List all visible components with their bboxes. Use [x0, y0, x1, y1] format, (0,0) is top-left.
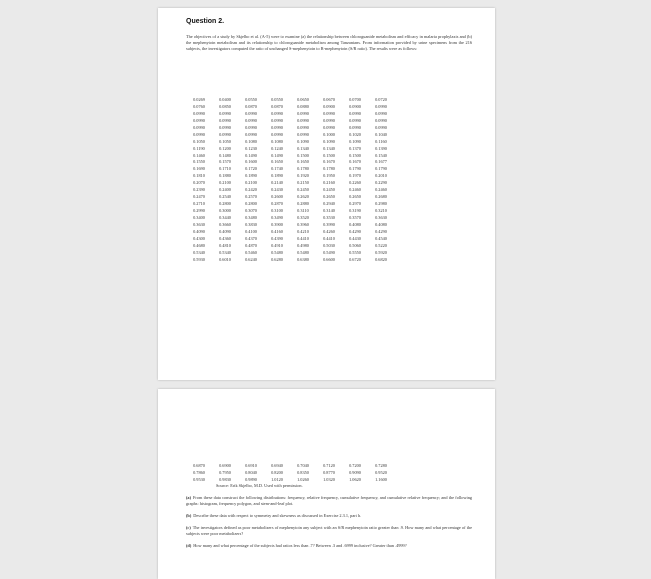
table-cell: 0.4090 — [193, 228, 205, 234]
table-cell: 0.6280 — [271, 256, 283, 262]
table-cell: 0.1670 — [349, 159, 361, 165]
table-cell: 0.1570 — [219, 159, 231, 165]
table-cell: 0.5930 — [193, 256, 205, 262]
table-cell: 0.5340 — [219, 249, 231, 255]
table-row — [186, 194, 472, 201]
table-cell: 0.4910 — [271, 242, 283, 248]
table-cell: 0.0870 — [271, 103, 283, 109]
table-cell: 0.1600 — [245, 159, 257, 165]
table-cell: 0.1540 — [375, 152, 387, 158]
table-cell: 0.1650 — [297, 159, 309, 165]
table-cell: 0.5920 — [375, 249, 387, 255]
table-cell: 0.1710 — [219, 166, 231, 172]
table-cell: 0.2460 — [349, 187, 361, 193]
table-cell: 0.2800 — [219, 201, 231, 207]
table-cell: 0.3630 — [193, 221, 205, 227]
table-cell: 0.4810 — [219, 242, 231, 248]
table-cell: 0.0850 — [219, 103, 231, 109]
table-cell: 0.8040 — [245, 469, 257, 475]
question-part-c — [186, 525, 472, 537]
table-cell: 0.4090 — [219, 228, 231, 234]
table-cell: 0.0990 — [271, 110, 283, 116]
table-cell: 0.3520 — [297, 214, 309, 220]
table-cell: 0.1160 — [375, 138, 387, 144]
table-cell: 0.2420 — [245, 187, 257, 193]
table-cell: 0.0990 — [219, 110, 231, 116]
table-cell: 0.1500 — [297, 152, 309, 158]
table-cell: 0.0700 — [349, 97, 361, 102]
question-title: Question 2. — [186, 18, 225, 25]
table-cell: 0.0990 — [375, 110, 387, 116]
table-cell: 0.4870 — [245, 242, 257, 248]
table-cell: 0.2100 — [245, 180, 257, 186]
table-cell: 0.1340 — [297, 145, 309, 151]
table-cell: 0.1690 — [193, 166, 205, 172]
table-row — [186, 208, 472, 215]
table-cell: 0.1390 — [375, 145, 387, 151]
table-cell: 0.0990 — [245, 110, 257, 116]
table-cell: 0.4260 — [323, 228, 335, 234]
table-cell: 0.8770 — [323, 469, 335, 475]
table-cell: 1.0120 — [271, 476, 283, 482]
table-cell: 0.2390 — [193, 187, 205, 193]
table-cell: 0.5490 — [323, 249, 335, 255]
table-cell: 0.4680 — [193, 242, 205, 248]
table-cell: 0.8350 — [297, 469, 309, 475]
table-cell: 0.6010 — [219, 256, 231, 262]
table-source: Source: Erik Skjelbo, M.D. Used with permission. — [216, 483, 303, 488]
table-row — [186, 187, 472, 194]
table-cell: 0.5480 — [271, 249, 283, 255]
question-part-b — [186, 513, 472, 519]
table-cell: 0.1670 — [323, 159, 335, 165]
table-cell: 0.0650 — [297, 97, 309, 102]
table-cell: 0.4980 — [297, 242, 309, 248]
table-cell: 1.1600 — [375, 476, 387, 482]
table-cell: 0.3140 — [323, 208, 335, 213]
table-cell: 0.0990 — [375, 124, 387, 130]
table-cell: 0.1780 — [323, 166, 335, 172]
table-cell: 0.1740 — [271, 166, 283, 172]
table-cell: 0.2940 — [323, 201, 335, 207]
table-cell: 0.3000 — [219, 208, 231, 213]
table-cell: 0.4080 — [375, 221, 387, 227]
table-cell: 0.1790 — [349, 166, 361, 172]
table-cell: 0.1500 — [323, 152, 335, 158]
table-row — [186, 222, 472, 229]
table-cell: 0.2600 — [271, 194, 283, 200]
table-cell: 0.1950 — [323, 173, 335, 179]
table-cell: 0.0990 — [245, 131, 257, 137]
table-cell: 0.1340 — [323, 145, 335, 151]
table-cell: 0.2620 — [297, 194, 309, 200]
table-row — [186, 132, 472, 139]
table-row — [186, 125, 472, 132]
table-cell: 0.3400 — [193, 214, 205, 220]
table-cell: 0.0990 — [193, 124, 205, 130]
table-cell: 0.9090 — [349, 469, 361, 475]
question-intro: The objectives of a study by Skjelbo et al. (A-5) were to examine (a) the relationship between chloroguanide metabolism and efficacy in malaria prophylaxis and (b) the mephenytoin metabolism and its relationship to chloroguanide metabolism among Tanzanians. From information provided by urine specimens from the 216 subjects, the investigators computed the ratio of unchanged S-mephenytoin to R-mephenytoin (S/R ratio). The results were as follows: — [186, 34, 472, 51]
table-cell: 0.0990 — [323, 124, 335, 130]
table-cell: 0.2100 — [219, 180, 231, 186]
part-text: From these data construct the following distributions: frequency, relative frequency, cumulative frequency, and cumulative relative frequency; and the following graphs: histogram, frequency polygon, and stem-and-leaf plot. — [186, 495, 472, 506]
table-cell: 0.1230 — [245, 145, 257, 151]
table-row — [186, 180, 472, 187]
table-cell: 0.0550 — [271, 97, 283, 102]
table-cell: 0.0990 — [349, 117, 361, 123]
table-cell: 0.1880 — [219, 173, 231, 179]
table-cell: 0.2430 — [271, 187, 283, 193]
question-part-d — [186, 543, 472, 549]
table-cell: 0.0990 — [271, 117, 283, 123]
table-row — [186, 201, 472, 208]
table-cell: 0.5550 — [349, 249, 361, 255]
table-cell: 0.2980 — [375, 201, 387, 207]
table-row — [186, 139, 472, 146]
table-cell: 0.1090 — [297, 138, 309, 144]
table-cell: 0.4160 — [271, 228, 283, 234]
table-row — [186, 215, 472, 222]
table-cell: 0.2140 — [271, 180, 283, 186]
table-row — [186, 470, 472, 477]
table-cell: 0.6600 — [323, 256, 335, 262]
table-cell: 0.3210 — [375, 208, 387, 213]
document-page-2 — [158, 389, 495, 579]
part-text: How many and what percentage of the subjects had ratios less than .7? Between .3 and .6999 inclusive? Greater than .4999? — [193, 543, 407, 548]
table-cell: 0.1490 — [271, 152, 283, 158]
table-cell: 0.1490 — [245, 152, 257, 158]
table-cell: 0.5220 — [375, 242, 387, 248]
table-row — [186, 243, 472, 250]
table-cell: 0.0990 — [219, 131, 231, 137]
table-cell: 0.2710 — [193, 201, 205, 207]
table-cell: 0.2160 — [323, 180, 335, 186]
table-row — [186, 463, 472, 470]
table-cell: 0.5030 — [323, 242, 335, 248]
part-text: Describe these data with respect to symmetry and skewness as discussed in Exercise 2.3.1, part h. — [193, 513, 362, 518]
table-cell: 0.7950 — [219, 469, 231, 475]
table-cell: 0.0990 — [219, 124, 231, 130]
table-cell: 0.6940 — [271, 463, 283, 468]
table-cell: 0.3570 — [349, 214, 361, 220]
table-cell: 0.0550 — [245, 97, 257, 102]
table-cell: 0.2260 — [349, 180, 361, 186]
table-row — [186, 153, 472, 160]
table-cell: 0.0990 — [323, 117, 335, 123]
table-cell: 0.2290 — [375, 180, 387, 186]
table-cell: 0.1090 — [323, 138, 335, 144]
table-cell: 0.3190 — [349, 208, 361, 213]
table-cell: 0.1810 — [193, 173, 205, 179]
table-cell: 0.1500 — [349, 152, 361, 158]
table-cell: 0.8200 — [271, 469, 283, 475]
table-cell: 0.3660 — [219, 221, 231, 227]
table-cell: 0.4290 — [349, 228, 361, 234]
table-cell: 0.2650 — [349, 194, 361, 200]
table-cell: 0.0990 — [297, 131, 309, 137]
table-cell: 0.0990 — [193, 131, 205, 137]
table-row — [186, 257, 472, 264]
table-cell: 0.3990 — [323, 221, 335, 227]
table-cell: 0.1050 — [219, 138, 231, 144]
data-table-page-1 — [186, 97, 472, 264]
table-cell: 0.4540 — [375, 235, 387, 241]
table-cell: 0.4410 — [297, 235, 309, 241]
table-cell: 0.5460 — [245, 249, 257, 255]
table-row — [186, 104, 472, 111]
table-cell: 0.0990 — [349, 110, 361, 116]
table-cell: 0.2800 — [245, 201, 257, 207]
table-cell: 0.1677 — [375, 159, 387, 165]
table-cell: 0.2010 — [375, 173, 387, 179]
table-cell: 1.0620 — [349, 476, 361, 482]
table-cell: 0.1080 — [245, 138, 257, 144]
table-cell: 0.0990 — [297, 117, 309, 123]
table-cell: 0.0990 — [271, 131, 283, 137]
table-cell: 0.9890 — [245, 476, 257, 482]
part-label: (a) — [186, 495, 192, 500]
table-cell: 0.2570 — [245, 194, 257, 200]
table-row — [186, 229, 472, 236]
table-cell: 0.1200 — [219, 145, 231, 151]
table-cell: 0.3630 — [375, 214, 387, 220]
table-cell: 1.0260 — [297, 476, 309, 482]
table-cell: 0.0720 — [375, 97, 387, 102]
table-cell: 0.2880 — [297, 201, 309, 207]
table-row — [186, 146, 472, 153]
table-cell: 0.6900 — [219, 463, 231, 468]
table-cell: 0.1460 — [193, 152, 205, 158]
table-cell: 0.0990 — [375, 117, 387, 123]
table-cell: 0.6380 — [297, 256, 309, 262]
table-row — [186, 111, 472, 118]
table-cell: 0.0870 — [245, 103, 257, 109]
table-cell: 0.1050 — [193, 138, 205, 144]
question-part-a — [186, 495, 472, 507]
table-cell: 0.2680 — [375, 194, 387, 200]
part-label: (b) — [186, 513, 192, 518]
table-row — [186, 250, 472, 257]
table-cell: 0.4410 — [323, 235, 335, 241]
table-cell: 0.2450 — [297, 187, 309, 193]
table-cell: 0.3900 — [271, 221, 283, 227]
table-cell: 0.1790 — [375, 166, 387, 172]
table-cell: 0.3440 — [219, 214, 231, 220]
table-cell: 0.3100 — [271, 208, 283, 213]
table-cell: 0.3480 — [245, 214, 257, 220]
table-cell: 0.1370 — [349, 145, 361, 151]
table-cell: 0.0990 — [193, 117, 205, 123]
table-cell: 0.5480 — [297, 249, 309, 255]
table-cell: 0.7040 — [297, 463, 309, 468]
table-cell: 0.4080 — [349, 221, 361, 227]
table-cell: 0.1040 — [375, 131, 387, 137]
table-cell: 0.6240 — [245, 256, 257, 262]
table-cell: 0.0990 — [297, 124, 309, 130]
table-cell: 0.0990 — [323, 110, 335, 116]
table-cell: 0.6820 — [375, 256, 387, 262]
table-cell: 0.7200 — [349, 463, 361, 468]
table-cell: 0.4430 — [349, 235, 361, 241]
table-cell: 0.4210 — [297, 228, 309, 234]
table-cell: 0.1090 — [349, 138, 361, 144]
document-page-1 — [158, 8, 495, 380]
table-cell: 0.1650 — [271, 159, 283, 165]
table-cell: 0.0990 — [297, 110, 309, 116]
table-row — [186, 166, 472, 173]
table-cell: 0.2870 — [271, 201, 283, 207]
table-cell: 0.0990 — [245, 124, 257, 130]
table-cell: 0.2970 — [349, 201, 361, 207]
table-cell: 0.1890 — [245, 173, 257, 179]
table-cell: 0.3070 — [245, 208, 257, 213]
table-row — [186, 118, 472, 125]
table-cell: 0.9830 — [219, 476, 231, 482]
table-cell: 0.7280 — [375, 463, 387, 468]
table-cell: 0.2460 — [375, 187, 387, 193]
table-cell: 0.7860 — [193, 469, 205, 475]
part-text: The investigators defined as poor metabolizers of mephenytoin any subject with an S/R mephenytoin ratio greater than .9. How many and what percentage of the subjects were poor metabolizers? — [186, 525, 472, 536]
table-cell: 0.1550 — [193, 159, 205, 165]
table-cell: 0.4100 — [245, 228, 257, 234]
table-cell: 0.6870 — [193, 463, 205, 468]
table-cell: 0.2450 — [323, 187, 335, 193]
table-cell: 0.0400 — [219, 97, 231, 102]
table-cell: 0.1190 — [193, 145, 205, 151]
table-cell: 0.0760 — [193, 103, 205, 109]
table-cell: 0.0990 — [375, 103, 387, 109]
table-cell: 0.1970 — [349, 173, 361, 179]
table-cell: 0.2400 — [219, 187, 231, 193]
table-cell: 0.1080 — [271, 138, 283, 144]
table-cell: 0.1020 — [349, 131, 361, 137]
table-cell: 0.0990 — [219, 117, 231, 123]
table-cell: 0.2070 — [193, 180, 205, 186]
table-cell: 0.0990 — [193, 110, 205, 116]
table-cell: 0.0880 — [297, 103, 309, 109]
table-cell: 0.3110 — [297, 208, 309, 213]
table-cell: 0.2540 — [219, 194, 231, 200]
part-label: (d) — [186, 543, 192, 548]
data-table-page-2 — [186, 463, 472, 484]
table-row — [186, 173, 472, 180]
table-cell: 0.3490 — [271, 214, 283, 220]
table-cell: 0.1780 — [297, 166, 309, 172]
table-cell: 0.1720 — [245, 166, 257, 172]
table-cell: 0.0269 — [193, 97, 205, 102]
table-cell: 1.0320 — [323, 476, 335, 482]
table-cell: 0.0990 — [245, 117, 257, 123]
table-cell: 0.6720 — [349, 256, 361, 262]
table-cell: 0.2990 — [193, 208, 205, 213]
table-cell: 0.9530 — [193, 476, 205, 482]
table-cell: 0.0990 — [349, 124, 361, 130]
table-cell: 0.4370 — [245, 235, 257, 241]
table-cell: 0.5060 — [349, 242, 361, 248]
table-cell: 0.5340 — [193, 249, 205, 255]
table-cell: 0.3960 — [297, 221, 309, 227]
table-cell: 0.1890 — [271, 173, 283, 179]
table-cell: 0.0900 — [349, 103, 361, 109]
table-cell: 0.0900 — [323, 103, 335, 109]
table-row — [186, 236, 472, 243]
table-cell: 0.3530 — [323, 214, 335, 220]
table-cell: 0.4290 — [375, 228, 387, 234]
table-cell: 0.1480 — [219, 152, 231, 158]
table-cell: 0.9520 — [375, 469, 387, 475]
table-cell: 0.4360 — [219, 235, 231, 241]
table-cell: 0.2150 — [297, 180, 309, 186]
table-cell: 0.4300 — [193, 235, 205, 241]
table-cell: 0.6910 — [245, 463, 257, 468]
table-cell: 0.0670 — [323, 97, 335, 102]
table-cell: 0.2650 — [323, 194, 335, 200]
table-cell: 0.2470 — [193, 194, 205, 200]
table-cell: 0.0990 — [271, 124, 283, 130]
table-cell: 0.1240 — [271, 145, 283, 151]
table-cell: 0.1000 — [323, 131, 335, 137]
table-cell: 0.7120 — [323, 463, 335, 468]
table-row — [186, 159, 472, 166]
table-row — [186, 97, 472, 104]
table-cell: 0.4390 — [271, 235, 283, 241]
part-label: (c) — [186, 525, 191, 530]
table-cell: 0.3830 — [245, 221, 257, 227]
table-cell: 0.1920 — [297, 173, 309, 179]
